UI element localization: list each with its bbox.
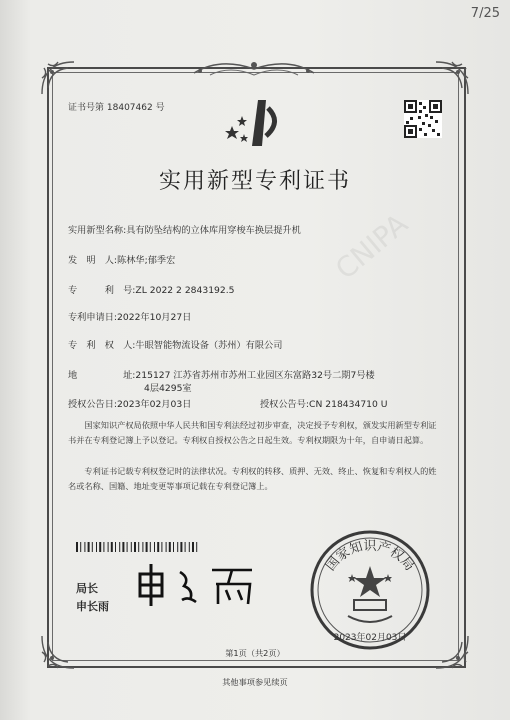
- barcode-bar: [173, 542, 174, 552]
- barcode-bar: [196, 542, 197, 552]
- field-inventor: [68, 252, 175, 266]
- director-name: 申长雨: [76, 600, 109, 613]
- field-value: 具有防坠结构的立体库用穿梭车换层提升机: [126, 225, 301, 236]
- barcode-bar: [185, 542, 186, 552]
- field-grant-date: [68, 396, 191, 410]
- barcode-bar: [108, 542, 109, 552]
- barcode-bar: [138, 542, 139, 552]
- barcode-bar: [80, 542, 81, 552]
- barcode-bar: [180, 542, 182, 552]
- barcode-bar: [122, 542, 124, 552]
- field-value: 陈林华;郁季宏: [117, 255, 176, 266]
- cert-number-suffix: 号: [155, 103, 165, 113]
- barcode-bar: [177, 542, 178, 552]
- watermark: CNIPA: [329, 207, 414, 286]
- barcode-bar: [88, 542, 90, 552]
- barcode-bar: [161, 542, 162, 552]
- field-label: 专利申请日:: [68, 312, 118, 323]
- certificate-number: [68, 100, 165, 113]
- barcode-bar: [154, 542, 155, 552]
- top-ornament: [190, 55, 318, 81]
- qr-code: [404, 100, 442, 138]
- corner-ornament-top-right: [416, 58, 472, 98]
- barcode: [76, 537, 200, 547]
- field-address: [68, 367, 375, 381]
- field-value: 牛眼智能物流设备（苏州）有限公司: [135, 340, 283, 351]
- field-value: 2023年02月03日: [117, 399, 192, 410]
- field-value: ZL 2022 2 2843192.5: [135, 285, 235, 296]
- barcode-bar: [166, 542, 167, 552]
- field-patentee: [68, 337, 282, 351]
- field-label: 授权公告号:: [260, 399, 310, 410]
- field-utility-model-name: [68, 222, 301, 236]
- seal-text: 国家知识产权局: [323, 539, 417, 574]
- field-patent-number: [68, 282, 235, 296]
- body-paragraph-2: 专利证书记载专利权登记时的法律状况。专利权的转移、质押、无效、终止、恢复和专利权人的姓名或名称、国籍、地址变更等事项记载在专利登记簿上。: [68, 466, 437, 491]
- body-paragraph-1: 国家知识产权局依照中华人民共和国专利法经过初步审查，决定授予专利权，颁发实用新型专利证书并在专利登记簿上予以登记。专利权自授权公告之日起生效。专利权期限为十年，自申请日起算。: [68, 420, 437, 445]
- barcode-bar: [131, 542, 132, 552]
- field-address-cont: [144, 380, 192, 394]
- field-label: 实用新型名称:: [68, 225, 127, 236]
- field-publication-number: [260, 396, 388, 410]
- barcode-bar: [150, 542, 151, 552]
- barcode-bar: [189, 542, 190, 552]
- barcode-bar: [157, 542, 159, 552]
- certificate-title: 实用新型专利证书: [158, 169, 351, 194]
- corner-ornament-top-left: [38, 58, 94, 98]
- field-application-date: [68, 309, 191, 323]
- barcode-bar: [142, 542, 143, 552]
- barcode-bar: [115, 542, 116, 552]
- barcode-bar: [127, 542, 128, 552]
- field-label: 专 利 权 人:: [68, 340, 136, 351]
- barcode-bar: [96, 542, 97, 552]
- footer-note: 其他事项参见续页: [222, 677, 288, 687]
- barcode-bar: [169, 542, 171, 552]
- address-line-2: 4层4295室: [144, 383, 192, 394]
- barcode-bar: [76, 542, 78, 552]
- field-label: 地 址:: [68, 370, 136, 381]
- field-value: 2022年10月27日: [117, 312, 192, 323]
- barcode-bar: [111, 542, 113, 552]
- cnipa-emblem-icon: [222, 96, 286, 152]
- field-label: 专 利 号:: [68, 285, 136, 296]
- barcode-bar: [103, 542, 104, 552]
- field-value: CN 218434710 U: [309, 399, 388, 410]
- cert-number-value: 18407462: [106, 103, 153, 113]
- cert-number-label: 证书号第: [68, 103, 105, 113]
- field-label: 授权公告日:: [68, 399, 118, 410]
- barcode-bar: [119, 542, 120, 552]
- address-line-1: 215127 江苏省苏州市苏州工业园区东富路32号二期7号楼: [135, 370, 375, 381]
- barcode-bar: [92, 542, 93, 552]
- director-signature: [132, 560, 272, 610]
- barcode-bar: [134, 542, 136, 552]
- field-label: 发 明 人:: [68, 255, 118, 266]
- page-number: 第1页（共2页）: [225, 648, 285, 658]
- director-title: 局长: [76, 582, 98, 595]
- seal-date: 2023年02月03日: [333, 633, 407, 643]
- barcode-bar: [146, 542, 148, 552]
- barcode-bar: [99, 542, 101, 552]
- handwritten-note: 7/25: [470, 6, 500, 21]
- barcode-bar: [192, 542, 194, 552]
- official-seal: [308, 528, 432, 652]
- barcode-bar: [84, 542, 85, 552]
